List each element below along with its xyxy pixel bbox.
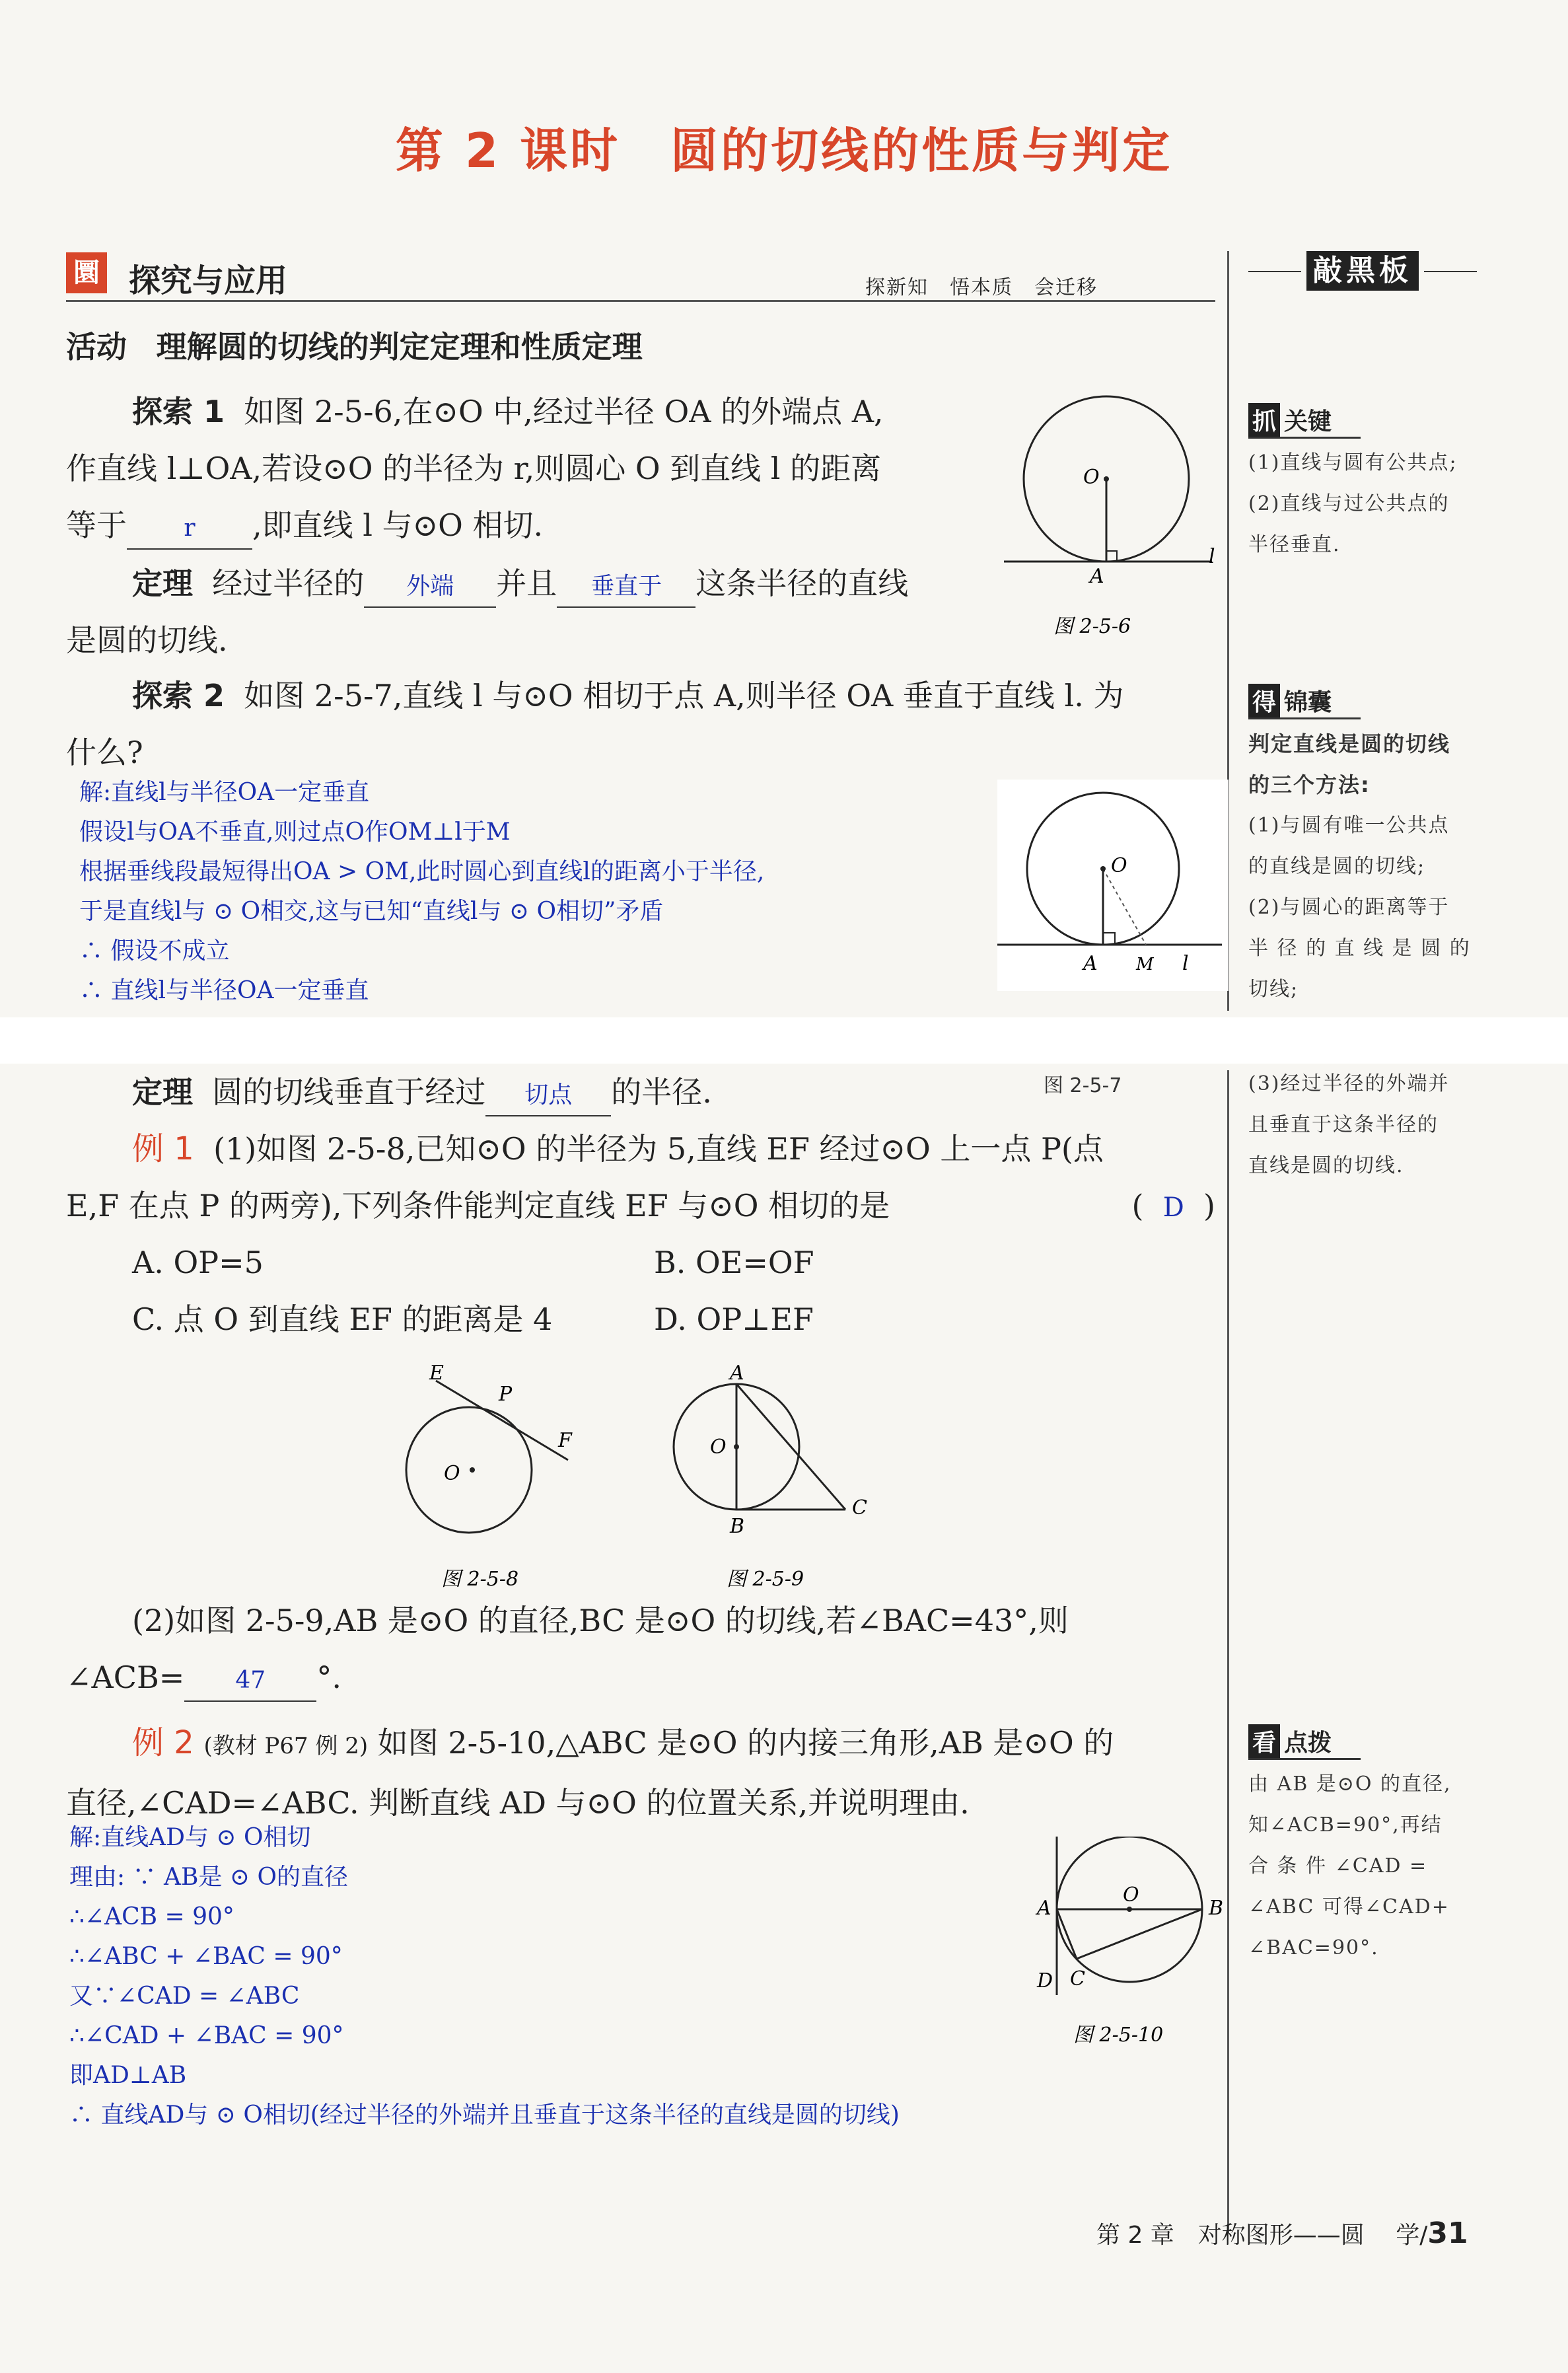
sidebar-key-title: 关键	[1284, 408, 1332, 435]
center-point	[1100, 866, 1106, 871]
example1-answer: D	[1162, 1192, 1184, 1223]
section-icon: 圜	[66, 252, 107, 293]
sidebar-key-item: (1)直线与圆有公共点;	[1248, 451, 1458, 474]
sidebar-header-label: 敲黑板	[1306, 251, 1419, 291]
center-point	[1127, 1907, 1132, 1912]
sidebar-header	[1248, 251, 1479, 291]
solution-line: 假设l与OA不垂直,则过点O作OM⊥l于M	[79, 819, 511, 846]
label-A: A	[1037, 1897, 1051, 1920]
line-AC	[1057, 1909, 1077, 1959]
sidebar-hint-title: 点拨	[1284, 1730, 1332, 1757]
explore2-line1: 如图 2-5-7,直线 l 与⊙O 相切于点 A,则半径 OA 垂直于直线 l. 为	[244, 678, 1124, 713]
label-C: C	[1070, 1967, 1085, 1990]
sidebar-key-tag: 抓	[1248, 403, 1280, 437]
example1-label: 例 1	[132, 1130, 194, 1167]
footer-chapter: 第 2 章 对称图形——圆	[1096, 2222, 1365, 2249]
explore1	[66, 383, 978, 554]
sidebar-key	[1248, 403, 1486, 566]
sidebar-gain-item: 判定直线是圆的切线	[1248, 731, 1451, 756]
example2-source: (教材 P67 例 2)	[203, 1733, 369, 1759]
page-gap	[0, 1017, 1568, 1064]
example2-label: 例 2	[132, 1724, 194, 1761]
explore2-solution	[79, 773, 1004, 1011]
solution-line: 理由: ∵ AB是 ⊙ O的直径	[69, 1864, 349, 1891]
option-a: A. OP=5	[132, 1245, 264, 1280]
label-O: O	[1111, 854, 1127, 877]
sidebar-hint-item: ∠ABC 可得∠CAD+	[1248, 1895, 1450, 1918]
solution-line: 又∵∠CAD = ∠ABC	[69, 1983, 300, 2010]
figure-background	[997, 780, 1229, 991]
example1-part2	[66, 1592, 1215, 1706]
sidebar-gain-tag: 得	[1248, 684, 1280, 717]
solution-line: ∴ 直线AD与 ⊙ O相切(经过半径的外端并且垂直于这条半径的直线是圆的切线)	[69, 2101, 900, 2129]
label-A: A	[730, 1362, 744, 1385]
example2-line1: 如图 2-5-10,△ABC 是⊙O 的内接三角形,AB 是⊙O 的	[377, 1725, 1114, 1761]
sidebar-gain-item: (2)与圆心的距离等于	[1248, 896, 1450, 919]
sidebar-gain-continued	[1248, 1064, 1486, 1186]
solution-line: ∴∠CAD + ∠BAC = 90°	[69, 2022, 344, 2049]
theorem1-t1: 经过半径的	[212, 566, 365, 601]
example1-part2-answer-blank: 47	[184, 1661, 316, 1702]
figure-2-5-6	[991, 390, 1222, 654]
example2-line2: 直径,∠CAD=∠ABC. 判断直线 AD 与⊙O 的位置关系,并说明理由.	[66, 1785, 970, 1821]
sidebar-gain-item: 直线是圆的切线.	[1248, 1154, 1404, 1177]
center-point	[1104, 476, 1109, 482]
example1-line1: (1)如图 2-5-8,已知⊙O 的半径为 5,直线 EF 经过⊙O 上一点 P(点	[213, 1131, 1104, 1167]
activity-label: 活动	[66, 329, 127, 365]
solution-line: ∴∠ABC + ∠BAC = 90°	[69, 1943, 343, 1970]
label-F: F	[558, 1429, 572, 1452]
theorem1-t3: 这条半径的直线	[695, 566, 909, 601]
solution-line: 根据垂线段最短得出OA > OM,此时圆心到直线l的距离小于半径,	[79, 858, 765, 885]
example1-part2-pre: ∠ACB=	[66, 1660, 185, 1695]
example1-line2: E,F 在点 P 的两旁),下列条件能判定直线 EF 与⊙O 相切的是	[66, 1188, 890, 1223]
label-O: O	[1083, 466, 1100, 489]
sidebar-gain-item: (1)与圆有唯一公共点	[1248, 814, 1450, 837]
label-M: M	[1136, 955, 1154, 974]
explore1-post: ,即直线 l 与⊙O 相切.	[252, 507, 544, 543]
solution-line: 解:直线l与半径OA一定垂直	[79, 779, 370, 806]
section-subtitle: 探新知 悟本质 会迁移	[865, 276, 1098, 299]
theorem2	[66, 1064, 978, 1120]
explore1-line1: 如图 2-5-6,在⊙O 中,经过半径 OA 的外端点 A,	[244, 394, 884, 429]
right-angle-mark	[1106, 551, 1117, 562]
caption-2-5-8: 图 2-5-8	[441, 1568, 519, 1591]
sidebar-gain-title: 锦囊	[1284, 689, 1332, 716]
example1-part2-post: °.	[316, 1660, 341, 1695]
theorem2-label: 定理	[132, 1074, 193, 1110]
label-D: D	[1037, 1969, 1053, 1992]
sidebar-hint-tag: 看	[1248, 1724, 1280, 1758]
theorem1-label: 定理	[132, 566, 193, 601]
sidebar-gain-item: 半 径 的 直 线 是 圆 的	[1248, 937, 1471, 960]
theorem2-answer-blank: 切点	[485, 1076, 611, 1116]
option-b: B. OE=OF	[654, 1245, 814, 1280]
solution-line: ∴ 直线l与半径OA一定垂直	[79, 977, 369, 1004]
activity-heading	[66, 318, 643, 375]
explore2	[66, 667, 1215, 781]
sidebar-gain	[1248, 684, 1486, 1010]
label-O: O	[710, 1436, 727, 1459]
explore2-label: 探索 2	[132, 678, 225, 713]
label-O: O	[444, 1462, 460, 1485]
figure-2-5-8	[396, 1361, 608, 1592]
label-B: B	[730, 1515, 745, 1538]
solution-line: 即AD⊥AB	[69, 2062, 187, 2089]
sidebar-key-item: (2)直线与过公共点的	[1248, 492, 1450, 515]
label-A: A	[1083, 952, 1098, 975]
solution-line: 解:直线AD与 ⊙ O相切	[69, 1824, 311, 1851]
caption-2-5-6: 图 2-5-6	[1053, 615, 1131, 638]
label-l: l	[1209, 545, 1215, 568]
sidebar-gain-item: (3)经过半径的外端并	[1248, 1072, 1450, 1095]
explore1-line2: 作直线 l⊥OA,若设⊙O 的半径为 r,则圆心 O 到直线 l 的距离	[66, 451, 882, 486]
label-A: A	[1090, 565, 1104, 588]
sidebar-gain-item: 且垂直于这条半径的	[1248, 1113, 1439, 1136]
explore1-answer-blank: r	[127, 509, 252, 550]
label-C: C	[852, 1496, 867, 1519]
example1-part2-line1: (2)如图 2-5-9,AB 是⊙O 的直径,BC 是⊙O 的切线,若∠BAC=43°,则	[132, 1603, 1069, 1638]
page-number: 31	[1427, 2216, 1468, 2250]
caption-2-5-9: 图 2-5-9	[727, 1568, 804, 1591]
theorem1-answer2-blank: 垂直于	[557, 567, 695, 608]
sidebar-key-item: 半径垂直.	[1248, 533, 1341, 556]
solution-line: ∴ 假设不成立	[79, 937, 230, 965]
line-BC	[1077, 1909, 1202, 1959]
label-P: P	[499, 1383, 513, 1406]
activity-title: 理解圆的切线的判定定理和性质定理	[156, 329, 643, 365]
label-O: O	[1123, 1883, 1139, 1907]
sidebar-hint-item: ∠BAC=90°.	[1248, 1936, 1379, 1959]
caption-2-5-10: 图 2-5-10	[1073, 2024, 1164, 2047]
caption-2-5-7: 图 2-5-7	[1044, 1074, 1122, 1097]
solution-line: ∴∠ACB = 90°	[69, 1903, 234, 1930]
explore1-pre: 等于	[66, 507, 127, 543]
footer	[1096, 2216, 1468, 2250]
example1: 例 1 (1)如图 2-5-8,已知⊙O 的半径为 5,直线 EF 经过⊙O 上一点 P(点 E,F 在点 P 的两旁),下列条件能判定直线 EF 与⊙O 相切的是 ( D ) A. OP=5 B. OE=OF C. 点 O 到直线 EF 的距离是 4 D. OP⊥EF	[66, 1120, 1215, 1348]
theorem2-pre: 圆的切线垂直于经过	[212, 1074, 486, 1110]
solution-line: 于是直线l与 ⊙ O相交,这与已知“直线l与 ⊙ O相切”矛盾	[79, 898, 664, 925]
figure-2-5-9	[660, 1361, 898, 1592]
theorem1	[66, 555, 978, 669]
explore1-label: 探索 1	[132, 394, 225, 429]
page-title: 第 2 课时 圆的切线的性质与判定	[395, 123, 1173, 178]
example2	[66, 1714, 1215, 1831]
center-point	[470, 1467, 475, 1473]
sidebar-gain-item: 切线;	[1248, 978, 1299, 1001]
theorem2-post: 的半径.	[611, 1074, 712, 1110]
sidebar-gain-item: 的三个方法:	[1248, 772, 1371, 797]
sidebar-hint	[1248, 1724, 1486, 1969]
line-AC	[736, 1384, 845, 1510]
option-c: C. 点 O 到直线 EF 的距离是 4	[132, 1301, 553, 1337]
sidebar-hint-item: 合 条 件 ∠CAD =	[1248, 1854, 1428, 1878]
example2-solution	[69, 1818, 1060, 2135]
center-point	[734, 1444, 739, 1449]
footer-brand: 学/	[1396, 2222, 1428, 2249]
option-d: D. OP⊥EF	[654, 1301, 814, 1337]
label-B: B	[1209, 1897, 1224, 1920]
sidebar-gain-item: 的直线是圆的切线;	[1248, 855, 1426, 878]
section-title: 探究与应用	[129, 262, 288, 299]
theorem1-line2: 是圆的切线.	[66, 622, 228, 658]
figure-2-5-7	[997, 780, 1229, 991]
theorem1-t2: 并且	[496, 566, 557, 601]
label-l: l	[1182, 952, 1189, 975]
explore2-line2: 什么?	[66, 735, 143, 770]
sidebar-hint-item: 知∠ACB=90°,再结	[1248, 1813, 1443, 1837]
label-E: E	[429, 1362, 444, 1385]
sidebar-hint-item: 由 AB 是⊙O 的直径,	[1248, 1772, 1452, 1796]
figure-2-5-10	[1017, 1837, 1229, 2061]
theorem1-answer1-blank: 外端	[364, 567, 496, 608]
